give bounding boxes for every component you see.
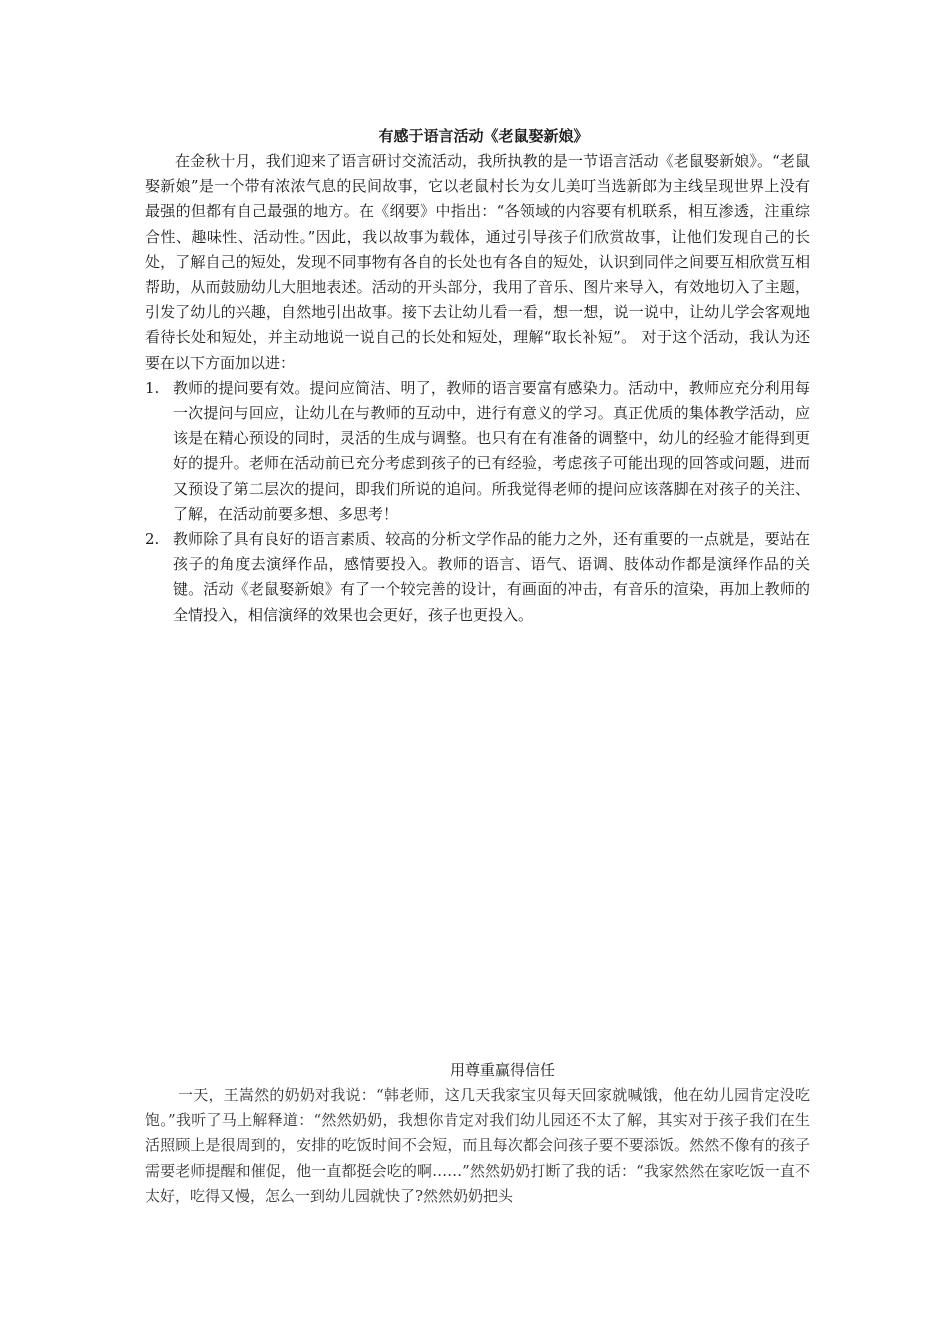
list-item-number: 2.: [145, 530, 160, 549]
list-item-text: 教师除了具有良好的语言素质、较高的分析文学作品的能力之外，还有重要的一点就是，要站在孩子的角度去演绎作品，感情要投入。教师的语言、语气、语调、肢体动作都是演绎作品的关键。活动《老鼠娶新娘》有了一个较完善的设计，有画面的冲击，有音乐的渲染，再加上教师的全情投入，相信演绎的效果也会更好，孩子也更投入。: [173, 530, 810, 624]
article-title: 用尊重赢得信任: [449, 1061, 555, 1079]
story-paragraph: 一天，王嵩然的奶奶对我说：“韩老师，这几天我家宝贝每天回家就喊饿，他在幼儿园肯定没吃饱。”我听了马上解释道：“然然奶奶，我想你肯定对我们幼儿园还不太了解，其实对于孩子我们在生活照顾上是很周到的，安排的吃饭时间不会短，而且每次都会问孩子要不要添饭。然然不像有的孩子需要老师提醒和催促，他一直都挺会吃的啊……”然然奶奶打断了我的话：“我家然然在家吃饭一直不太好，吃得又慢，怎么一到幼儿园就快了?然然奶奶把头: [145, 1086, 810, 1205]
list-item-number: 1.: [145, 378, 160, 397]
list-item: [145, 376, 810, 527]
list-item-text: 教师的提问要有效。提问应简洁、明了，教师的语言要富有感染力。活动中，教师应充分利用每一次提问与回应，让幼儿在与教师的互动中，进行有意义的学习。真正优质的集体教学活动，应该是在精心预设的同时，灵活的生成与调整。也只有在有准备的调整中，幼儿的经验才能得到更好的提升。老师在活动前已充分考虑到孩子的已有经验，考虑孩子可能出现的回答或问题，进而又预设了第二层次的提问，即我们所说的追问。所我觉得老师的提问应该落脚在对孩子的关注、了解，在活动前要多想、多思考！: [173, 378, 810, 523]
improvement-list: [145, 376, 810, 628]
article-respect: [145, 1058, 810, 1209]
article-title: 有感于语言活动《老鼠娶新娘》: [378, 127, 589, 145]
article-reflection: [145, 124, 810, 628]
intro-paragraph: 在金秋十月，我们迎来了语言研讨交流活动，我所执教的是一节语言活动《老鼠娶新娘》。“老鼠娶新娘”是一个带有浓浓气息的民间故事，它以老鼠村长为女儿美叮当选新郎为主线呈现世界上没有最强的但都有自己最强的地方。在《纲要》中指出：“各领域的内容要有机联系，相互渗透，注重综合性、趣味性、活动性。”因此，我以故事为载体，通过引导孩子们欣赏故事，让他们发现自己的长处，了解自己的短处，发现不同事物有各自的长处也有各自的短处，认识到同伴之间要互相欣赏互相帮助，从而鼓励幼儿大胆地表述。活动的开头部分，我用了音乐、图片来导入，有效地切入了主题，引发了幼儿的兴趣，自然地引出故事。接下去让幼儿看一看，想一想，说一说中，让幼儿学会客观地看待长处和短处，并主动地说一说自己的长处和短处，理解“取长补短”。 对于这个活动，我认为还要在以下方面加以进：: [145, 152, 810, 372]
list-item: [145, 527, 810, 628]
